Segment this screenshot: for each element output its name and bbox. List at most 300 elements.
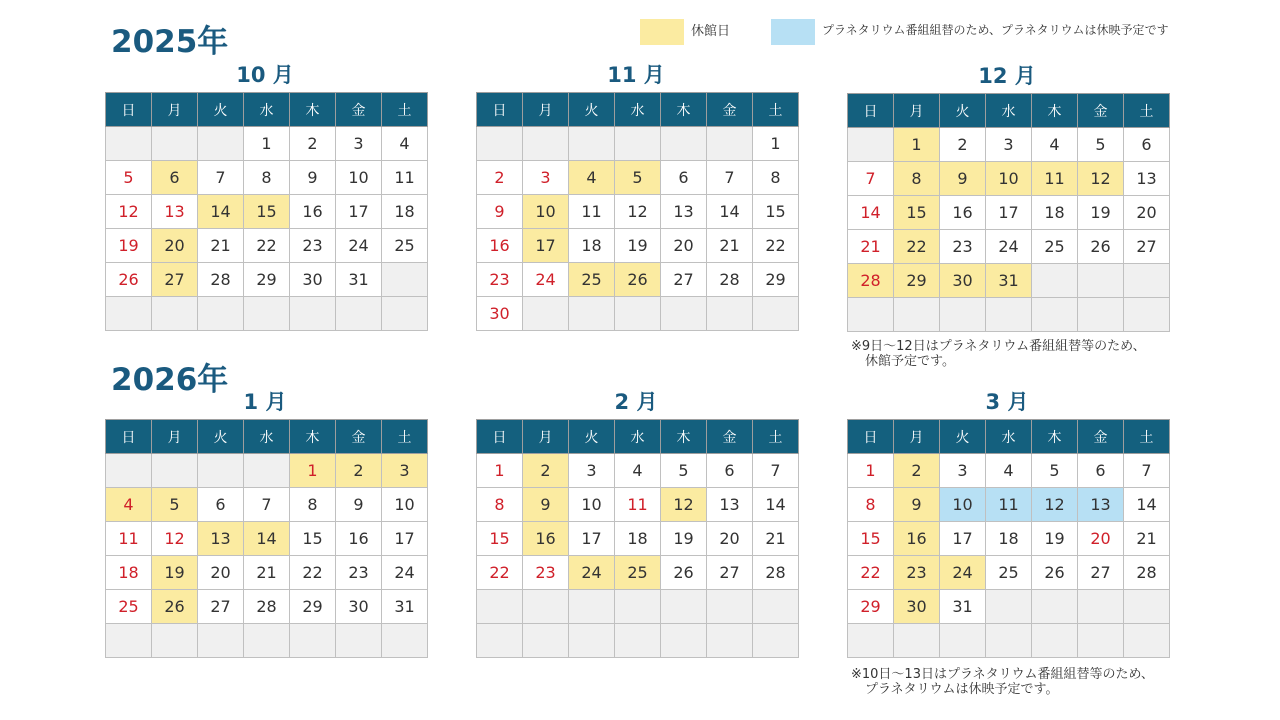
week-row: [477, 454, 799, 488]
day-cell: 28: [244, 590, 290, 624]
empty-cell: [477, 624, 523, 658]
day-cell: 10: [940, 488, 986, 522]
day-cell: 22: [848, 556, 894, 590]
legend-planetarium-label: プラネタリウム番組組替のため、プラネタリウムは休映予定です: [822, 23, 1169, 37]
day-cell: 20: [152, 229, 198, 263]
day-cell: 12: [661, 488, 707, 522]
day-cell: 2: [940, 128, 986, 162]
day-cell: 13: [198, 522, 244, 556]
empty-cell: [152, 297, 198, 331]
day-cell: 28: [848, 264, 894, 298]
week-row: [477, 263, 799, 297]
day-cell: 11: [106, 522, 152, 556]
day-cell: 13: [1124, 162, 1170, 196]
day-cell: 29: [290, 590, 336, 624]
day-cell: 12: [106, 195, 152, 229]
day-cell: 19: [1032, 522, 1078, 556]
week-row: [848, 298, 1170, 332]
day-cell: 23: [477, 263, 523, 297]
day-cell: 16: [477, 229, 523, 263]
day-cell: 3: [569, 454, 615, 488]
day-cell: 21: [753, 522, 799, 556]
weekday-header-row: [848, 420, 1170, 454]
day-cell: 7: [707, 161, 753, 195]
day-cell: 17: [569, 522, 615, 556]
day-cell: 20: [1078, 522, 1124, 556]
day-cell: 9: [477, 195, 523, 229]
empty-cell: [615, 127, 661, 161]
week-row: [477, 556, 799, 590]
weekday-header: 日: [477, 420, 523, 454]
empty-cell: [707, 127, 753, 161]
weekday-header: 火: [198, 93, 244, 127]
weekday-header: 金: [1078, 420, 1124, 454]
empty-cell: [894, 298, 940, 332]
day-cell: 6: [152, 161, 198, 195]
day-cell: 16: [894, 522, 940, 556]
day-cell: 4: [382, 127, 428, 161]
weekday-header: 日: [106, 420, 152, 454]
note-line: プラネタリウムは休映予定です。: [865, 682, 1059, 697]
day-cell: 6: [707, 454, 753, 488]
weekday-header-row: [106, 420, 428, 454]
empty-cell: [382, 297, 428, 331]
day-cell: 21: [198, 229, 244, 263]
legend-holiday-swatch: [640, 19, 684, 45]
day-cell: 23: [290, 229, 336, 263]
week-row: [477, 229, 799, 263]
day-cell: 1: [753, 127, 799, 161]
empty-cell: [1078, 590, 1124, 624]
empty-cell: [1032, 264, 1078, 298]
day-cell: 2: [523, 454, 569, 488]
week-row: [106, 488, 428, 522]
month-title: 11 月: [607, 63, 665, 87]
empty-cell: [152, 454, 198, 488]
day-cell: 4: [615, 454, 661, 488]
calendar-grid: [105, 92, 428, 331]
weekday-header: 木: [290, 420, 336, 454]
day-cell: 5: [1078, 128, 1124, 162]
empty-cell: [523, 590, 569, 624]
empty-cell: [569, 297, 615, 331]
day-cell: 26: [1078, 230, 1124, 264]
day-cell: 18: [615, 522, 661, 556]
day-cell: 12: [152, 522, 198, 556]
day-cell: 29: [848, 590, 894, 624]
day-cell: 19: [1078, 196, 1124, 230]
month-title: 3 月: [985, 390, 1029, 414]
day-cell: 31: [336, 263, 382, 297]
day-cell: 2: [894, 454, 940, 488]
day-cell: 5: [615, 161, 661, 195]
empty-cell: [986, 298, 1032, 332]
day-cell: 16: [940, 196, 986, 230]
day-cell: 19: [615, 229, 661, 263]
weekday-header: 水: [986, 420, 1032, 454]
day-cell: 21: [244, 556, 290, 590]
empty-cell: [940, 624, 986, 658]
weekday-header: 月: [152, 93, 198, 127]
day-cell: 8: [848, 488, 894, 522]
day-cell: 28: [707, 263, 753, 297]
week-row: [106, 624, 428, 658]
day-cell: 4: [1032, 128, 1078, 162]
week-row: [848, 522, 1170, 556]
day-cell: 30: [940, 264, 986, 298]
day-cell: 27: [1078, 556, 1124, 590]
day-cell: 24: [986, 230, 1032, 264]
day-cell: 28: [753, 556, 799, 590]
day-cell: 23: [336, 556, 382, 590]
empty-cell: [986, 590, 1032, 624]
weekday-header: 火: [569, 420, 615, 454]
day-cell: 29: [753, 263, 799, 297]
day-cell: 30: [290, 263, 336, 297]
day-cell: 23: [940, 230, 986, 264]
day-cell: 7: [848, 162, 894, 196]
day-cell: 27: [707, 556, 753, 590]
day-cell: 3: [382, 454, 428, 488]
weekday-header: 土: [753, 420, 799, 454]
day-cell: 17: [382, 522, 428, 556]
day-cell: 17: [940, 522, 986, 556]
weekday-header: 土: [753, 93, 799, 127]
week-row: [106, 297, 428, 331]
week-row: [106, 263, 428, 297]
empty-cell: [106, 624, 152, 658]
day-cell: 9: [940, 162, 986, 196]
empty-cell: [615, 624, 661, 658]
day-cell: 14: [198, 195, 244, 229]
week-row: [848, 264, 1170, 298]
empty-cell: [1032, 298, 1078, 332]
weekday-header: 月: [894, 94, 940, 128]
day-cell: 16: [336, 522, 382, 556]
day-cell: 5: [106, 161, 152, 195]
weekday-header-row: [477, 93, 799, 127]
day-cell: 31: [940, 590, 986, 624]
calendar-grid: [847, 93, 1170, 332]
day-cell: 11: [569, 195, 615, 229]
weekday-header: 火: [198, 420, 244, 454]
day-cell: 8: [894, 162, 940, 196]
empty-cell: [753, 297, 799, 331]
day-cell: 5: [1032, 454, 1078, 488]
day-cell: 22: [290, 556, 336, 590]
day-cell: 20: [198, 556, 244, 590]
year-2026-title: 2026年: [111, 362, 229, 398]
empty-cell: [106, 127, 152, 161]
day-cell: 22: [477, 556, 523, 590]
day-cell: 22: [753, 229, 799, 263]
empty-cell: [382, 624, 428, 658]
day-cell: 9: [336, 488, 382, 522]
weekday-header: 金: [1078, 94, 1124, 128]
day-cell: 14: [707, 195, 753, 229]
day-cell: 26: [615, 263, 661, 297]
empty-cell: [848, 624, 894, 658]
week-row: [106, 229, 428, 263]
empty-cell: [244, 454, 290, 488]
empty-cell: [1124, 624, 1170, 658]
empty-cell: [569, 624, 615, 658]
day-cell: 2: [290, 127, 336, 161]
day-cell: 30: [477, 297, 523, 331]
empty-cell: [1124, 264, 1170, 298]
month-title: 2 月: [614, 390, 658, 414]
calendar-grid: [476, 92, 799, 331]
day-cell: 26: [1032, 556, 1078, 590]
day-cell: 17: [336, 195, 382, 229]
weekday-header-row: [477, 420, 799, 454]
weekday-header: 土: [1124, 94, 1170, 128]
day-cell: 18: [106, 556, 152, 590]
week-row: [848, 454, 1170, 488]
day-cell: 10: [382, 488, 428, 522]
day-cell: 21: [848, 230, 894, 264]
calendar-grid: [847, 419, 1170, 658]
day-cell: 14: [848, 196, 894, 230]
legend-planetarium-swatch: [771, 19, 815, 45]
day-cell: 26: [152, 590, 198, 624]
week-row: [106, 556, 428, 590]
week-row: [106, 590, 428, 624]
calendar-grid: [476, 419, 799, 658]
weekday-header: 木: [1032, 94, 1078, 128]
day-cell: 17: [523, 229, 569, 263]
day-cell: 4: [106, 488, 152, 522]
day-cell: 27: [1124, 230, 1170, 264]
weekday-header: 土: [382, 93, 428, 127]
weekday-header: 木: [661, 420, 707, 454]
day-cell: 20: [661, 229, 707, 263]
weekday-header-row: [106, 93, 428, 127]
day-cell: 16: [523, 522, 569, 556]
weekday-header: 金: [336, 420, 382, 454]
day-cell: 25: [569, 263, 615, 297]
weekday-header: 日: [477, 93, 523, 127]
note-line: ※10日～13日はプラネタリウム番組組替等のため、: [851, 667, 1154, 682]
empty-cell: [336, 624, 382, 658]
day-cell: 3: [986, 128, 1032, 162]
day-cell: 16: [290, 195, 336, 229]
day-cell: 8: [290, 488, 336, 522]
day-cell: 1: [244, 127, 290, 161]
empty-cell: [753, 624, 799, 658]
day-cell: 6: [1124, 128, 1170, 162]
empty-cell: [661, 624, 707, 658]
week-row: [848, 128, 1170, 162]
day-cell: 25: [615, 556, 661, 590]
day-cell: 27: [198, 590, 244, 624]
day-cell: 25: [986, 556, 1032, 590]
empty-cell: [986, 624, 1032, 658]
day-cell: 3: [940, 454, 986, 488]
empty-cell: [106, 297, 152, 331]
day-cell: 28: [198, 263, 244, 297]
empty-cell: [848, 128, 894, 162]
day-cell: 19: [106, 229, 152, 263]
day-cell: 3: [336, 127, 382, 161]
day-cell: 9: [290, 161, 336, 195]
day-cell: 24: [523, 263, 569, 297]
day-cell: 23: [894, 556, 940, 590]
day-cell: 22: [894, 230, 940, 264]
day-cell: 13: [707, 488, 753, 522]
day-cell: 28: [1124, 556, 1170, 590]
weekday-header: 火: [569, 93, 615, 127]
empty-cell: [661, 590, 707, 624]
day-cell: 12: [1032, 488, 1078, 522]
day-cell: 18: [1032, 196, 1078, 230]
empty-cell: [569, 590, 615, 624]
day-cell: 7: [198, 161, 244, 195]
empty-cell: [707, 590, 753, 624]
empty-cell: [198, 454, 244, 488]
weekday-header: 火: [940, 420, 986, 454]
month-title: 12 月: [978, 64, 1036, 88]
day-cell: 7: [244, 488, 290, 522]
week-row: [848, 488, 1170, 522]
empty-cell: [198, 297, 244, 331]
empty-cell: [290, 624, 336, 658]
empty-cell: [1078, 264, 1124, 298]
day-cell: 13: [152, 195, 198, 229]
empty-cell: [615, 590, 661, 624]
day-cell: 24: [336, 229, 382, 263]
day-cell: 18: [569, 229, 615, 263]
day-cell: 21: [707, 229, 753, 263]
empty-cell: [940, 298, 986, 332]
day-cell: 15: [894, 196, 940, 230]
day-cell: 19: [661, 522, 707, 556]
day-cell: 1: [477, 454, 523, 488]
week-row: [477, 297, 799, 331]
day-cell: 31: [382, 590, 428, 624]
week-row: [848, 556, 1170, 590]
month-title: 1 月: [243, 390, 287, 414]
weekday-header: 日: [106, 93, 152, 127]
day-cell: 30: [336, 590, 382, 624]
empty-cell: [1078, 624, 1124, 658]
year-2025-title: 2025年: [111, 24, 229, 60]
empty-cell: [244, 624, 290, 658]
day-cell: 7: [1124, 454, 1170, 488]
day-cell: 25: [382, 229, 428, 263]
week-row: [477, 624, 799, 658]
note-line: ※9日～12日はプラネタリウム番組組替等のため、: [851, 339, 1146, 354]
empty-cell: [198, 127, 244, 161]
weekday-header: 水: [244, 93, 290, 127]
day-cell: 14: [1124, 488, 1170, 522]
day-cell: 12: [1078, 162, 1124, 196]
weekday-header: 月: [152, 420, 198, 454]
empty-cell: [198, 624, 244, 658]
day-cell: 20: [707, 522, 753, 556]
weekday-header: 木: [1032, 420, 1078, 454]
empty-cell: [753, 590, 799, 624]
day-cell: 6: [1078, 454, 1124, 488]
day-cell: 14: [244, 522, 290, 556]
day-cell: 4: [569, 161, 615, 195]
day-cell: 21: [1124, 522, 1170, 556]
empty-cell: [523, 127, 569, 161]
note-line: 休館予定です。: [865, 354, 955, 369]
empty-cell: [707, 297, 753, 331]
weekday-header: 月: [523, 420, 569, 454]
week-row: [477, 522, 799, 556]
empty-cell: [523, 297, 569, 331]
week-row: [477, 488, 799, 522]
day-cell: 9: [523, 488, 569, 522]
week-row: [848, 162, 1170, 196]
calendar-grid: [105, 419, 428, 658]
empty-cell: [707, 624, 753, 658]
empty-cell: [152, 127, 198, 161]
day-cell: 29: [894, 264, 940, 298]
weekday-header: 火: [940, 94, 986, 128]
empty-cell: [1032, 590, 1078, 624]
day-cell: 13: [1078, 488, 1124, 522]
day-cell: 14: [753, 488, 799, 522]
week-row: [477, 161, 799, 195]
day-cell: 20: [1124, 196, 1170, 230]
day-cell: 3: [523, 161, 569, 195]
day-cell: 27: [152, 263, 198, 297]
legend-holiday-label: 休館日: [691, 24, 731, 39]
day-cell: 11: [615, 488, 661, 522]
weekday-header: 水: [615, 420, 661, 454]
day-cell: 6: [661, 161, 707, 195]
weekday-header: 月: [523, 93, 569, 127]
day-cell: 1: [848, 454, 894, 488]
day-cell: 18: [986, 522, 1032, 556]
week-row: [106, 522, 428, 556]
day-cell: 8: [244, 161, 290, 195]
day-cell: 2: [477, 161, 523, 195]
day-cell: 30: [894, 590, 940, 624]
day-cell: 24: [569, 556, 615, 590]
empty-cell: [244, 297, 290, 331]
empty-cell: [477, 127, 523, 161]
day-cell: 18: [382, 195, 428, 229]
day-cell: 11: [382, 161, 428, 195]
weekday-header: 土: [382, 420, 428, 454]
day-cell: 24: [940, 556, 986, 590]
day-cell: 27: [661, 263, 707, 297]
empty-cell: [1032, 624, 1078, 658]
day-cell: 29: [244, 263, 290, 297]
empty-cell: [661, 297, 707, 331]
day-cell: 10: [336, 161, 382, 195]
day-cell: 15: [753, 195, 799, 229]
week-row: [848, 230, 1170, 264]
day-cell: 6: [198, 488, 244, 522]
day-cell: 19: [152, 556, 198, 590]
empty-cell: [1078, 298, 1124, 332]
weekday-header: 木: [661, 93, 707, 127]
day-cell: 22: [244, 229, 290, 263]
empty-cell: [894, 624, 940, 658]
empty-cell: [152, 624, 198, 658]
day-cell: 24: [382, 556, 428, 590]
empty-cell: [477, 590, 523, 624]
empty-cell: [336, 297, 382, 331]
empty-cell: [1124, 298, 1170, 332]
week-row: [477, 195, 799, 229]
empty-cell: [382, 263, 428, 297]
